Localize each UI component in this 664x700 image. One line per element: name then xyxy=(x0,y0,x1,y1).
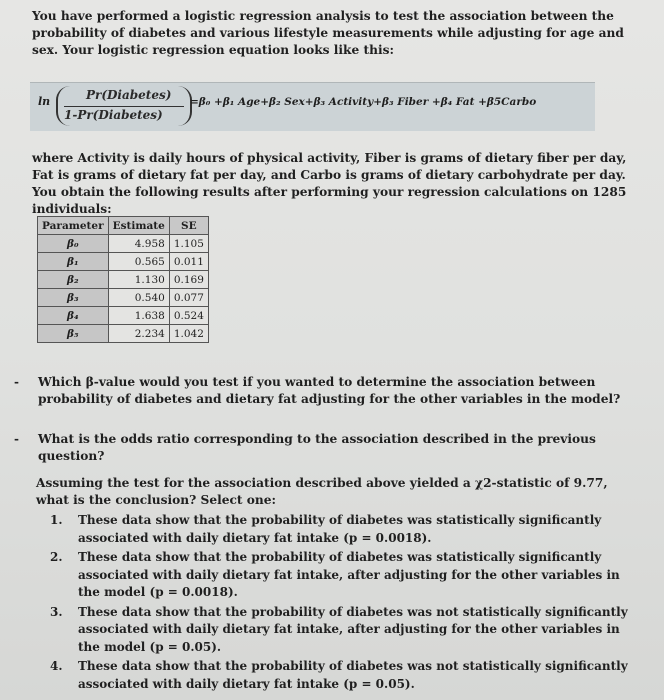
se-cell: 0.524 xyxy=(169,307,208,325)
description-paragraph: where Activity is daily hours of physical activity, Fiber is grams of dietary fiber per day, Fat is grams of dietary fat per day, and Carbo is grams of dietary carbohydrate per day. You obtain the following results after performing your regression calculations on 1285 individuals: xyxy=(32,151,627,216)
se-cell: 0.077 xyxy=(169,289,208,307)
estimate-cell: 1.130 xyxy=(108,271,169,289)
intro-paragraph: You have performed a logistic regression analysis to test the association between the probability of diabetes and various lifestyle measurements while adjusting for age and sex. Your logistic regression equation looks like this: xyxy=(32,9,624,57)
se-cell: 1.042 xyxy=(169,325,208,343)
equation-ln: ln xyxy=(38,95,51,108)
equation-box xyxy=(30,82,595,131)
param-cell: β₅ xyxy=(38,325,109,343)
header-parameter: Parameter xyxy=(38,217,109,235)
header-estimate: Estimate xyxy=(108,217,169,235)
param-cell: β₁ xyxy=(38,253,109,271)
estimate-cell: 1.638 xyxy=(108,307,169,325)
param-cell: β₃ xyxy=(38,289,109,307)
table-row xyxy=(38,289,209,307)
option-text: These data show that the probability of diabetes was statistically significantly associated with daily dietary fat intake (p = 0.0018). xyxy=(78,513,602,545)
option-text: These data show that the probability of diabetes was not statistically significantly associated with daily dietary fat intake, after adjusting for the other variables in the model (p = 0.05). xyxy=(78,604,628,654)
option-text: These data show that the probability of diabetes was not statistically significantly associated with daily dietary fat intake (p = 0.05). xyxy=(78,659,628,691)
answer-option-4[interactable] xyxy=(50,658,640,693)
table-row xyxy=(38,307,209,325)
question-3: Assuming the test for the association described above yielded a χ2-statistic of 9.77, what is the conclusion? Select one: xyxy=(36,476,608,507)
equation-numerator: Pr(Diabetes) xyxy=(86,88,172,102)
table-row xyxy=(38,253,209,271)
table-row xyxy=(38,325,209,343)
param-cell: β₄ xyxy=(38,307,109,325)
answer-option-2[interactable] xyxy=(50,549,640,602)
se-cell: 0.011 xyxy=(169,253,208,271)
equation-rhs: =β₀ +β₁ Age+β₂ Sex+β₃ Activity+β₃ Fiber +β₄ Fat +β5Carbo xyxy=(190,96,537,108)
se-cell: 0.169 xyxy=(169,271,208,289)
option-text: These data show that the probability of diabetes was statistically significantly associated with daily dietary fat intake, after adjusting for the other variables in the model (p = 0.0018). xyxy=(78,550,620,599)
option-number: 1. xyxy=(50,513,63,527)
parameter-table xyxy=(37,216,209,343)
estimate-cell: 0.565 xyxy=(108,253,169,271)
table-header-row xyxy=(38,217,209,235)
answer-options xyxy=(50,512,640,695)
param-cell: β₀ xyxy=(38,235,109,253)
se-cell: 1.105 xyxy=(169,235,208,253)
table-row xyxy=(38,271,209,289)
estimate-cell: 2.234 xyxy=(108,325,169,343)
bullet-dash: - xyxy=(14,432,19,446)
option-number: 4. xyxy=(50,659,63,673)
option-number: 2. xyxy=(50,550,63,564)
estimate-cell: 0.540 xyxy=(108,289,169,307)
param-cell: β₂ xyxy=(38,271,109,289)
equation-denominator: 1-Pr(Diabetes) xyxy=(64,108,163,122)
bullet-dash: - xyxy=(14,375,19,389)
answer-option-3[interactable] xyxy=(50,604,640,657)
fraction-bar xyxy=(64,106,184,107)
option-number: 3. xyxy=(50,604,63,619)
header-se: SE xyxy=(169,217,208,235)
answer-option-1[interactable] xyxy=(50,512,640,547)
table-row xyxy=(38,235,209,253)
estimate-cell: 4.958 xyxy=(108,235,169,253)
equation-fraction xyxy=(56,86,192,126)
question-2: What is the odds ratio corresponding to the association described in the previous question? xyxy=(38,432,596,463)
question-1: Which β-value would you test if you wanted to determine the association between probability of diabetes and dietary fat adjusting for the other variables in the model? xyxy=(38,375,621,406)
